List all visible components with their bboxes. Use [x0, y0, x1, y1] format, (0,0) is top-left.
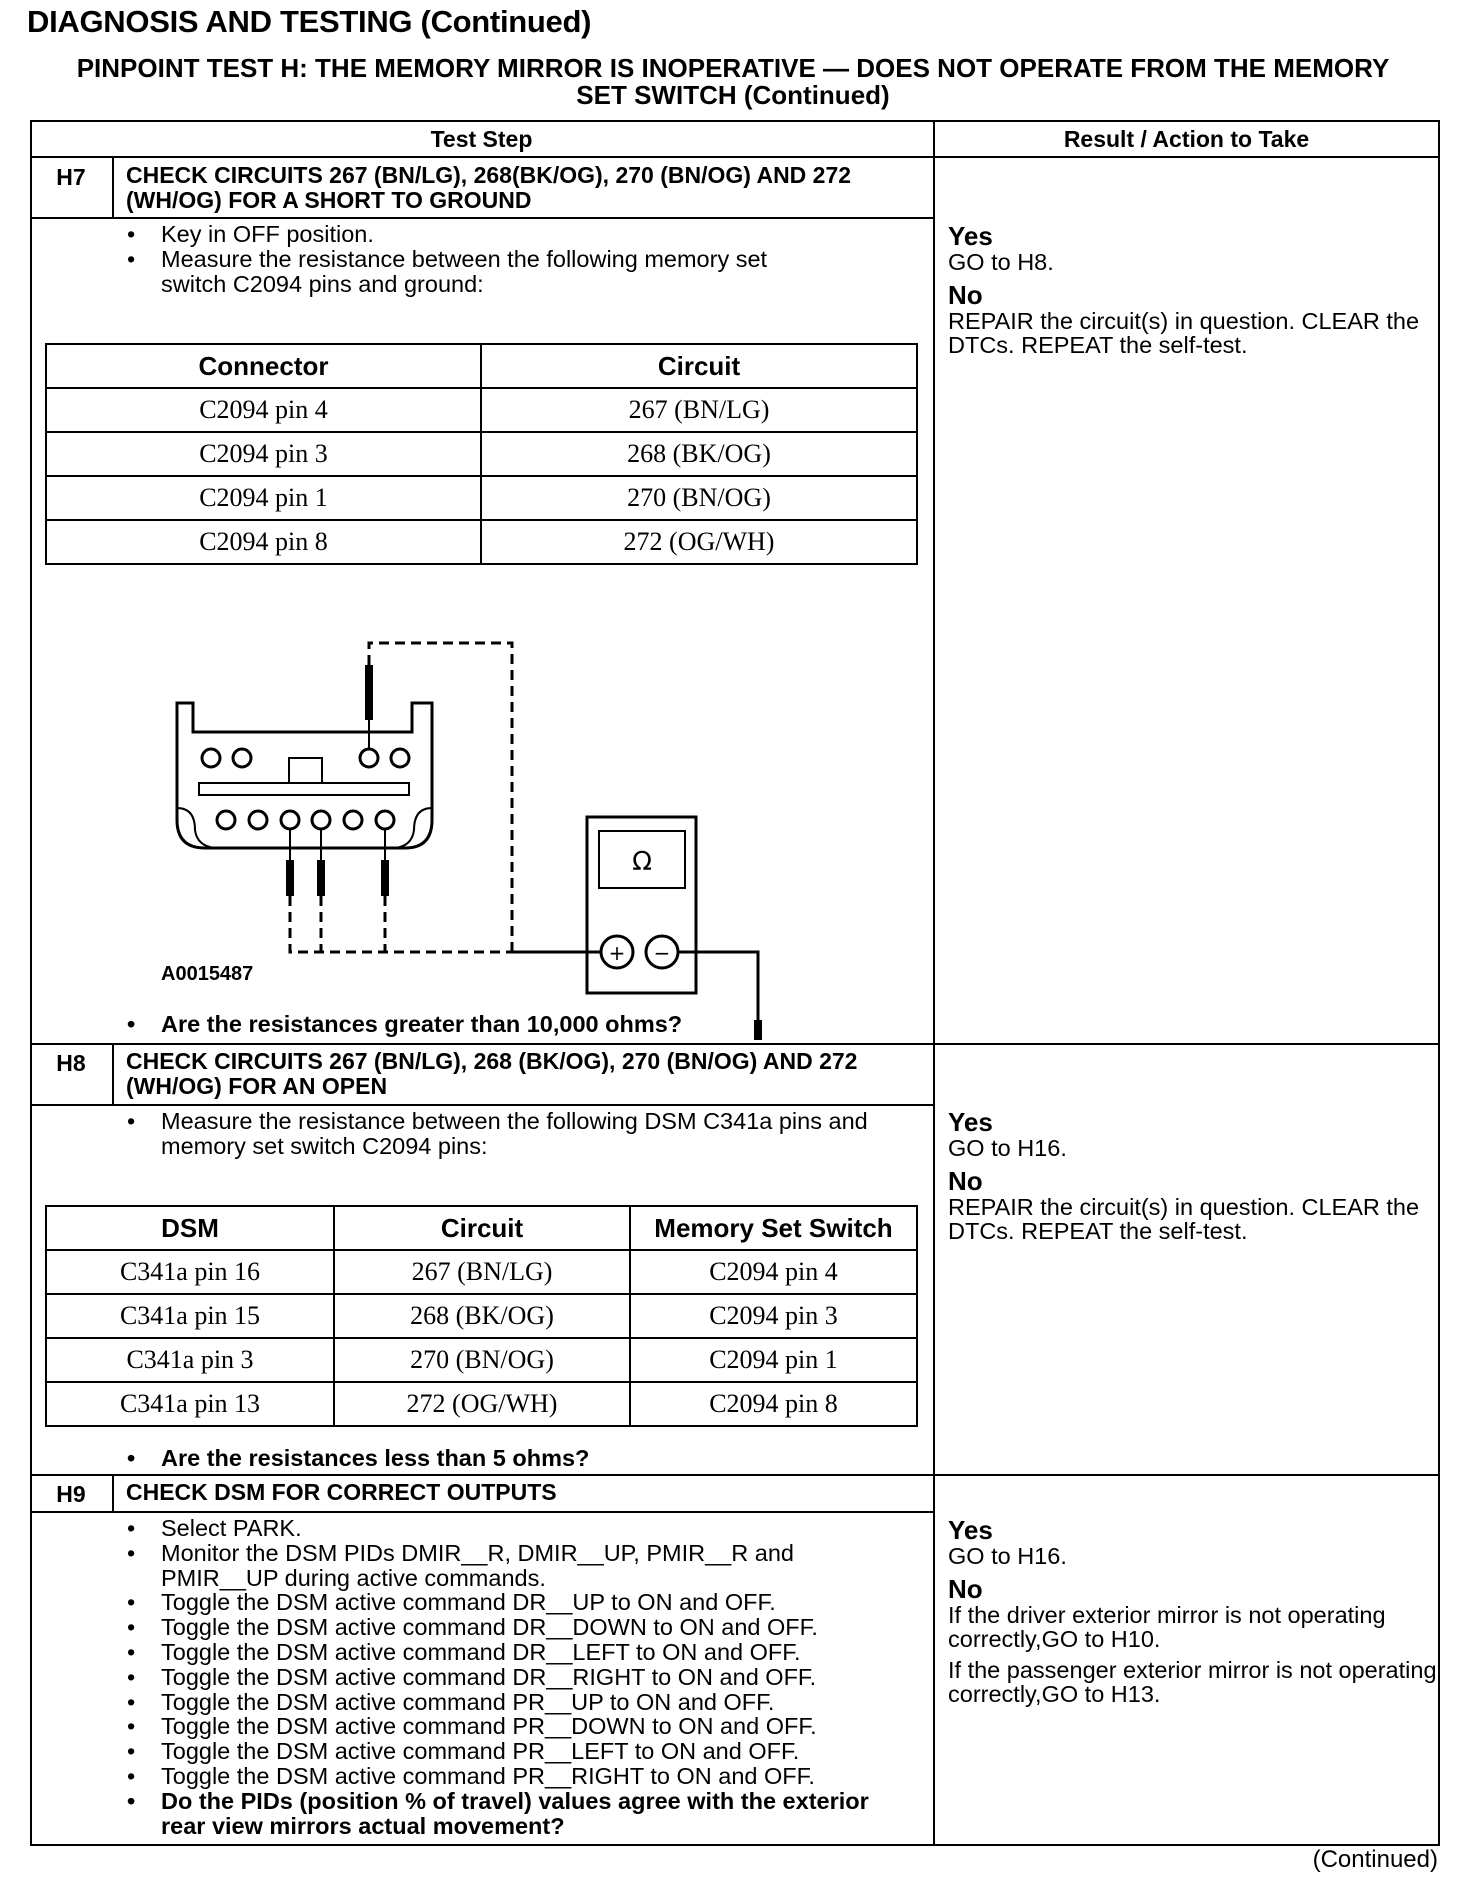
bullet: • Key in OFF position. — [127, 222, 827, 247]
table-row — [46, 1382, 917, 1426]
step-id-divider — [112, 1043, 114, 1105]
cell: 270 (BN/OG) — [334, 1338, 630, 1382]
cell: C341a pin 13 — [46, 1382, 334, 1426]
section-title: DIAGNOSIS AND TESTING (Continued) — [27, 4, 592, 39]
row-divider — [30, 1474, 1440, 1476]
cell: C2094 pin 1 — [46, 476, 481, 520]
table-header: Circuit — [481, 344, 917, 388]
yes-label: Yes — [948, 1515, 993, 1545]
column-header-result: Result / Action to Take — [1063, 126, 1310, 152]
step-id-h7: H7 — [56, 164, 86, 190]
continued-label: (Continued) — [1312, 1846, 1438, 1873]
cell: 268 (BK/OG) — [481, 432, 917, 476]
step-question-h7 — [127, 1012, 907, 1037]
yes-label: Yes — [948, 221, 993, 251]
cell: 267 (BN/LG) — [334, 1250, 630, 1294]
wiring-diagram — [0, 0, 933, 1040]
row-divider — [30, 1511, 933, 1513]
bullet: • Select PARK. — [127, 1516, 907, 1541]
row-divider — [30, 1104, 933, 1106]
ohm-symbol: Ω — [632, 847, 652, 877]
bullet: • Measure the resistance between the following memory set switch C2094 pins and ground: — [127, 247, 827, 297]
multimeter — [587, 817, 696, 993]
table-header: Memory Set Switch — [630, 1206, 917, 1250]
yes-label: Yes — [948, 1107, 993, 1137]
bullet: • Toggle the DSM active command DR__RIGHT to ON and OFF. — [127, 1665, 907, 1690]
bullet: • Toggle the DSM active command PR__DOWN to ON and OFF. — [127, 1714, 907, 1739]
no-label: No — [948, 1573, 983, 1604]
cell: C2094 pin 8 — [630, 1382, 917, 1426]
bullet: • Measure the resistance between the following DSM C341a pins and memory set switch C2094 pins: — [127, 1109, 897, 1159]
bullet: • Toggle the DSM active command PR__UP to ON and OFF. — [127, 1690, 907, 1715]
figure-id: A0015487 — [161, 963, 254, 985]
question: • Are the resistances greater than 10,000 ohms? — [127, 1012, 907, 1037]
cell: C2094 pin 8 — [46, 520, 481, 564]
bullet: • Toggle the DSM active command DR__UP to ON and OFF. — [127, 1590, 907, 1615]
dsm-circuit-table — [45, 1205, 918, 1427]
table-row — [46, 1338, 917, 1382]
table-row — [46, 1294, 917, 1338]
row-divider — [30, 1043, 1440, 1045]
question: • Are the resistances less than 5 ohms? — [127, 1446, 907, 1471]
step-bullets-h8 — [127, 1109, 897, 1159]
table-header: DSM — [46, 1206, 334, 1250]
no-action-2: If the passenger exterior mirror is not operating correctly,GO to H13. — [948, 1656, 1437, 1707]
result-h8 — [948, 1102, 1438, 1250]
step-id-h8: H8 — [56, 1050, 86, 1076]
cell: C2094 pin 1 — [630, 1338, 917, 1382]
pinpoint-test-title: PINPOINT TEST H: THE MEMORY MIRROR IS INOPERATIVE — DOES NOT OPERATE FROM THE MEMORY SET SWITCH (Continued) — [76, 53, 1390, 110]
step-title-h9: CHECK DSM FOR CORRECT OUTPUTS — [126, 1479, 557, 1505]
result-h9 — [948, 1510, 1438, 1713]
step-bullets-h9 — [127, 1516, 907, 1838]
cell: C341a pin 3 — [46, 1338, 334, 1382]
step-id-divider — [112, 1474, 114, 1512]
cell: C2094 pin 4 — [46, 388, 481, 432]
cell: C2094 pin 4 — [630, 1250, 917, 1294]
step-title-h7: CHECK CIRCUITS 267 (BN/LG), 268(BK/OG), 270 (BN/OG) AND 272 (WH/OG) FOR A SHORT TO GROUND — [126, 162, 852, 213]
no-action: REPAIR the circuit(s) in question. CLEAR the DTCs. REPEAT the self-test. — [948, 307, 1420, 358]
cell: 272 (OG/WH) — [481, 520, 917, 564]
no-label: No — [948, 279, 983, 310]
plus-terminal: + — [608, 941, 626, 965]
no-label: No — [948, 1165, 983, 1196]
column-divider — [933, 120, 935, 1846]
bullet: • Toggle the DSM active command PR__LEFT to ON and OFF. — [127, 1739, 907, 1764]
cell: 267 (BN/LG) — [481, 388, 917, 432]
yes-action: GO to H8. — [948, 249, 1054, 275]
bullet: • Monitor the DSM PIDs DMIR__R, DMIR__UP, PMIR__R and PMIR__UP during active commands. — [127, 1541, 907, 1591]
bullet: • Toggle the DSM active command DR__LEFT to ON and OFF. — [127, 1640, 907, 1665]
cell: C2094 pin 3 — [630, 1294, 917, 1338]
cell: 272 (OG/WH) — [334, 1382, 630, 1426]
connector-body — [177, 703, 432, 848]
bullet: • Toggle the DSM active command DR__DOWN to ON and OFF. — [127, 1615, 907, 1640]
step-title-h8: CHECK CIRCUITS 267 (BN/LG), 268 (BK/OG), 270 (BN/OG) AND 272 (WH/OG) FOR AN OPEN — [126, 1048, 858, 1099]
step-question-h8 — [127, 1446, 907, 1471]
table-header: Connector — [46, 344, 481, 388]
result-h7 — [948, 216, 1438, 364]
yes-action: GO to H16. — [948, 1135, 1067, 1161]
column-header-test-step: Test Step — [430, 126, 533, 152]
test-lead-dashed — [290, 643, 512, 952]
bullet: • Toggle the DSM active command PR__RIGHT to ON and OFF. — [127, 1764, 907, 1789]
cell: 268 (BK/OG) — [334, 1294, 630, 1338]
question: • Do the PIDs (position % of travel) values agree with the exterior rear view mirrors actual movement? — [127, 1789, 907, 1839]
table-row — [46, 1250, 917, 1294]
cell: C341a pin 15 — [46, 1294, 334, 1338]
cell: C341a pin 16 — [46, 1250, 334, 1294]
cell: C2094 pin 3 — [46, 432, 481, 476]
no-action: REPAIR the circuit(s) in question. CLEAR the DTCs. REPEAT the self-test. — [948, 1193, 1420, 1244]
no-action: If the driver exterior mirror is not operating correctly,GO to H10. — [948, 1601, 1386, 1652]
step-id-h9: H9 — [56, 1481, 86, 1507]
yes-action: GO to H16. — [948, 1543, 1067, 1569]
table-header: Circuit — [334, 1206, 630, 1250]
minus-terminal: − — [653, 941, 671, 965]
cell: 270 (BN/OG) — [481, 476, 917, 520]
